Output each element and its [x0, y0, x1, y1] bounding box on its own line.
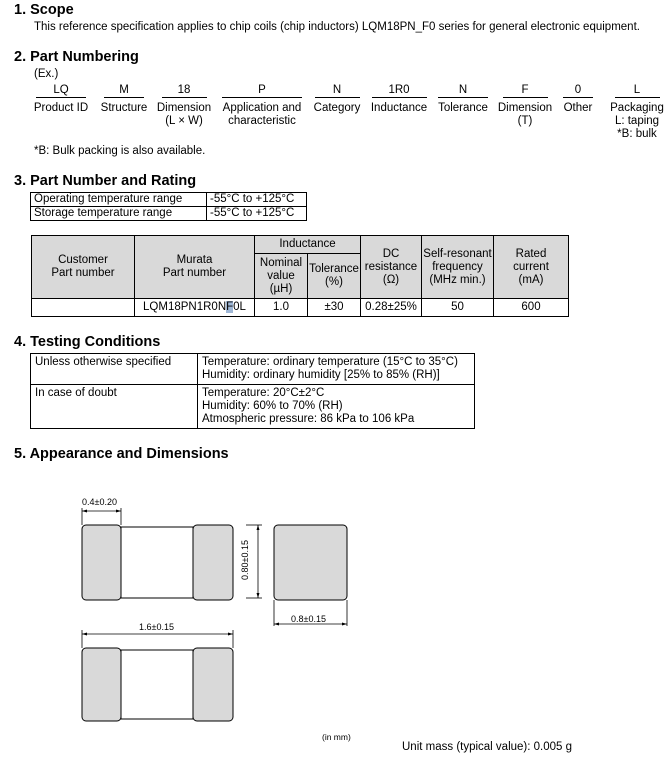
part-code-label: Structure: [100, 102, 148, 114]
part-code-label: Dimension (L × W): [156, 102, 212, 127]
operating-temp-label: Operating temperature range: [31, 193, 207, 207]
arrowhead: [342, 623, 347, 626]
part-code-segment: 1R0: [388, 84, 410, 96]
electrode-right-top: [193, 525, 233, 600]
electrode-left-top: [82, 525, 121, 600]
storage-temp-label: Storage temperature range: [31, 207, 207, 221]
chip-body-top: [121, 527, 193, 598]
testing-heading: 4. Testing Conditions: [14, 334, 161, 350]
arrowhead: [228, 633, 233, 636]
part-code-segment: P: [258, 84, 266, 96]
chip-end-view: [274, 525, 347, 600]
part-code-segment: 18: [177, 84, 191, 96]
storage-temp-value: -55°C to +125°C: [207, 207, 307, 221]
part-code-label: Inductance: [370, 102, 428, 114]
cell-rated-current: 600: [494, 299, 569, 317]
arrowhead: [82, 510, 87, 513]
part-code-label: Category: [313, 102, 361, 114]
dim-electrode-label: 0.4±0.20: [82, 497, 117, 507]
bulk-note: *B: Bulk packing is also available.: [34, 145, 206, 157]
arrowhead: [257, 525, 260, 530]
scope-text: This reference specification applies to chip coils (chip inductors) LQM18PN_F0 series for general electronic equipment.: [34, 21, 640, 33]
header-inductance: Inductance: [255, 236, 361, 254]
part-code-label: Dimension (T): [497, 102, 553, 127]
testing-conditions: Temperature: 20°C±2°C Humidity: 60% to 70% (RH) Atmospheric pressure: 86 kPa to 106 kPa: [198, 385, 475, 429]
rating-heading: 3. Part Number and Rating: [14, 173, 197, 189]
chip-body-bottom: [121, 650, 193, 719]
header-self-resonant: Self-resonant frequency (MHz min.): [422, 236, 494, 299]
arrowhead: [116, 510, 121, 513]
testing-label: Unless otherwise specified: [31, 354, 198, 385]
part-code-label: Tolerance: [438, 102, 488, 114]
header-dc-resistance: DC resistance (Ω): [361, 236, 422, 299]
dim-width-label: 0.8±0.15: [291, 614, 326, 624]
operating-temp-value: -55°C to +125°C: [207, 193, 307, 207]
testing-conditions: Temperature: ordinary temperature (15°C to 35°C) Humidity: ordinary humidity [25% to 85% (RH)]: [198, 354, 475, 385]
header-customer-part: Customer Part number: [32, 236, 135, 299]
part-code-segment: M: [119, 84, 129, 96]
part-code-segment: F: [521, 84, 529, 96]
cell-nominal: 1.0: [255, 299, 308, 317]
cell-self-resonant: 50: [422, 299, 494, 317]
example-label: (Ex.): [34, 68, 59, 80]
part-code-label: Other: [563, 102, 593, 114]
arrowhead: [82, 633, 87, 636]
header-rated-current: Rated current (mA): [494, 236, 569, 299]
cell-murata-part: LQM18PN1R0NF0L: [135, 299, 255, 317]
electrode-left-bottom: [82, 648, 121, 721]
part-code-label: Application and characteristic: [222, 102, 302, 127]
header-nominal: Nominal value (µH): [255, 254, 308, 299]
part-code-label: Packaging L: taping *B: bulk: [610, 102, 664, 140]
unit-mass: Unit mass (typical value): 0.005 g: [402, 741, 573, 753]
highlighted-character: F: [226, 301, 234, 313]
arrowhead: [257, 593, 260, 598]
scope-heading: 1. Scope: [14, 2, 74, 18]
testing-label: In case of doubt: [31, 385, 198, 429]
part-code-segment: LQ: [53, 84, 69, 96]
cell-tolerance: ±30: [308, 299, 361, 317]
part-code-segment: N: [458, 84, 468, 96]
unit-note: (in mm): [322, 732, 351, 742]
part-numbering-heading: 2. Part Numbering: [14, 49, 139, 65]
part-code-segment: L: [633, 84, 641, 96]
part-code-segment: N: [332, 84, 342, 96]
header-tolerance: Tolerance (%): [308, 254, 361, 299]
appearance-heading: 5. Appearance and Dimensions: [14, 446, 229, 462]
dim-length-label: 1.6±0.15: [139, 622, 174, 632]
part-code-segment: 0: [574, 84, 582, 96]
arrowhead: [274, 623, 279, 626]
part-code-label: Product ID: [33, 102, 89, 114]
header-murata-part: Murata Part number: [135, 236, 255, 299]
cell-dc-resistance: 0.28±25%: [361, 299, 422, 317]
electrode-right-bottom: [193, 648, 233, 721]
dim-height-label: 0.80±0.15: [240, 540, 250, 580]
